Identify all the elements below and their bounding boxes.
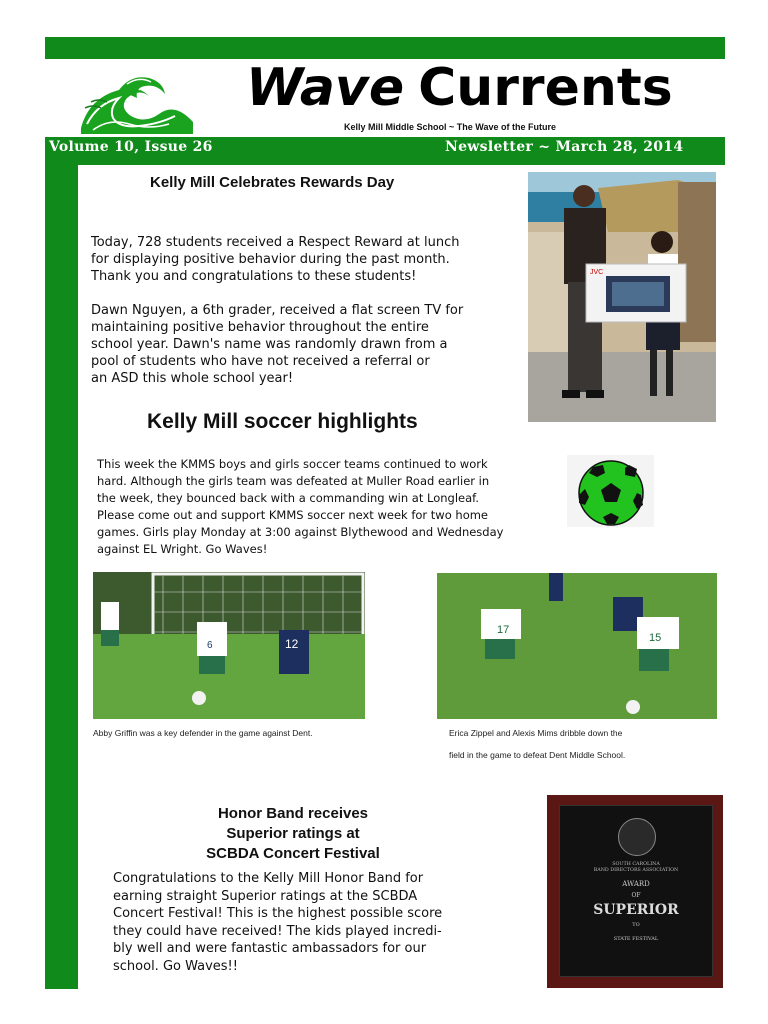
jersey-number: 6 (207, 640, 213, 651)
text-line: earning straight Superior ratings at the SCBDA (113, 888, 418, 904)
text-line: games. Girls play Monday at 3:00 against Blythewood and Wednesday (97, 525, 504, 539)
text-line: hard. Although the girls team was defeated at Muller Road earlier in (97, 474, 490, 488)
plaque-face (559, 805, 713, 977)
rewards-paragraph-1 (91, 234, 459, 285)
soccer-headline: Kelly Mill soccer highlights (147, 410, 418, 433)
wave-logo-icon (79, 68, 195, 136)
text-line: for displaying positive behavior during the past month. (91, 252, 450, 267)
band-body (113, 870, 442, 975)
caption-left: Abby Griffin was a key defender in the game against Dent. (93, 728, 313, 738)
plaque-of: OF (631, 892, 641, 899)
text-line: Please come out and support KMMS soccer next week for two home (97, 508, 489, 522)
newsletter-date: Newsletter ~ March 28, 2014 (445, 139, 684, 155)
seal-icon (618, 818, 656, 856)
text-line: bly well and were fantastic ambassadors for our (113, 941, 427, 956)
caption-right-line-1: Erica Zippel and Alexis Mims dribble down the (449, 728, 623, 738)
soccer-photo-left (93, 572, 365, 719)
plaque-award: AWARD (622, 880, 650, 888)
title-word-wave: Wave (246, 58, 405, 118)
soccer-photo-right (437, 573, 717, 719)
jersey-number: 17 (497, 624, 510, 636)
plaque-to: TO (632, 922, 640, 928)
jersey-number: 12 (285, 637, 299, 651)
soccer-ball-icon (567, 455, 654, 527)
text-line: Congratulations to the Kelly Mill Honor Band for (113, 871, 424, 886)
superior-award-plaque (547, 795, 723, 988)
text-line: pool of students who have not received a referral or (91, 354, 430, 369)
text-line: Dawn Nguyen, a 6th grader, received a flat screen TV for (91, 303, 464, 318)
band-headline (173, 804, 413, 864)
title-word-currents: Currents (418, 58, 673, 118)
text-line: an ASD this whole school year! (91, 371, 294, 386)
rewards-paragraph-2 (91, 302, 463, 387)
masthead-top-bar (45, 37, 725, 59)
newsletter-title (246, 58, 673, 118)
text-line: Today, 728 students received a Respect Reward at lunch (91, 235, 460, 250)
text-line: Thank you and congratulations to these students! (91, 269, 417, 284)
tv-brand: JVC (590, 269, 604, 276)
school-tagline: Kelly Mill Middle School ~ The Wave of the Future (344, 122, 556, 132)
headline-line: SCBDA Concert Festival (206, 845, 380, 862)
headline-line: Superior ratings at (226, 825, 360, 842)
text-line: the week, they bounced back with a commanding win at Longleaf. (97, 491, 480, 505)
soccer-body (97, 456, 503, 558)
text-line: school year. Dawn's name was randomly drawn from a (91, 337, 448, 352)
plaque-rating: SUPERIOR (593, 902, 679, 918)
text-line: they could have received! The kids played incredi- (113, 923, 442, 939)
plaque-org: SOUTH CAROLINA (612, 862, 660, 867)
issue-info-bar (45, 137, 725, 165)
volume-issue: Volume 10, Issue 26 (49, 139, 213, 155)
text-line: Concert Festival! This is the highest possible score (113, 906, 443, 921)
headline-line: Honor Band receives (217, 805, 369, 822)
text-line: school. Go Waves!! (113, 958, 238, 974)
jersey-number: 15 (649, 632, 662, 644)
rewards-headline: Kelly Mill Celebrates Rewards Day (150, 174, 395, 191)
rewards-photo (528, 172, 716, 422)
left-sidebar-bar (45, 137, 78, 989)
text-line: maintaining positive behavior throughout the entire (91, 320, 429, 335)
plaque-event: STATE FESTIVAL (613, 936, 659, 942)
plaque-org: BAND DIRECTORS ASSOCIATION (593, 868, 679, 873)
text-line: This week the KMMS boys and girls soccer teams continued to work (97, 457, 488, 471)
text-line: against EL Wright. Go Waves! (97, 542, 268, 556)
caption-right-line-2: field in the game to defeat Dent Middle School. (449, 750, 626, 760)
